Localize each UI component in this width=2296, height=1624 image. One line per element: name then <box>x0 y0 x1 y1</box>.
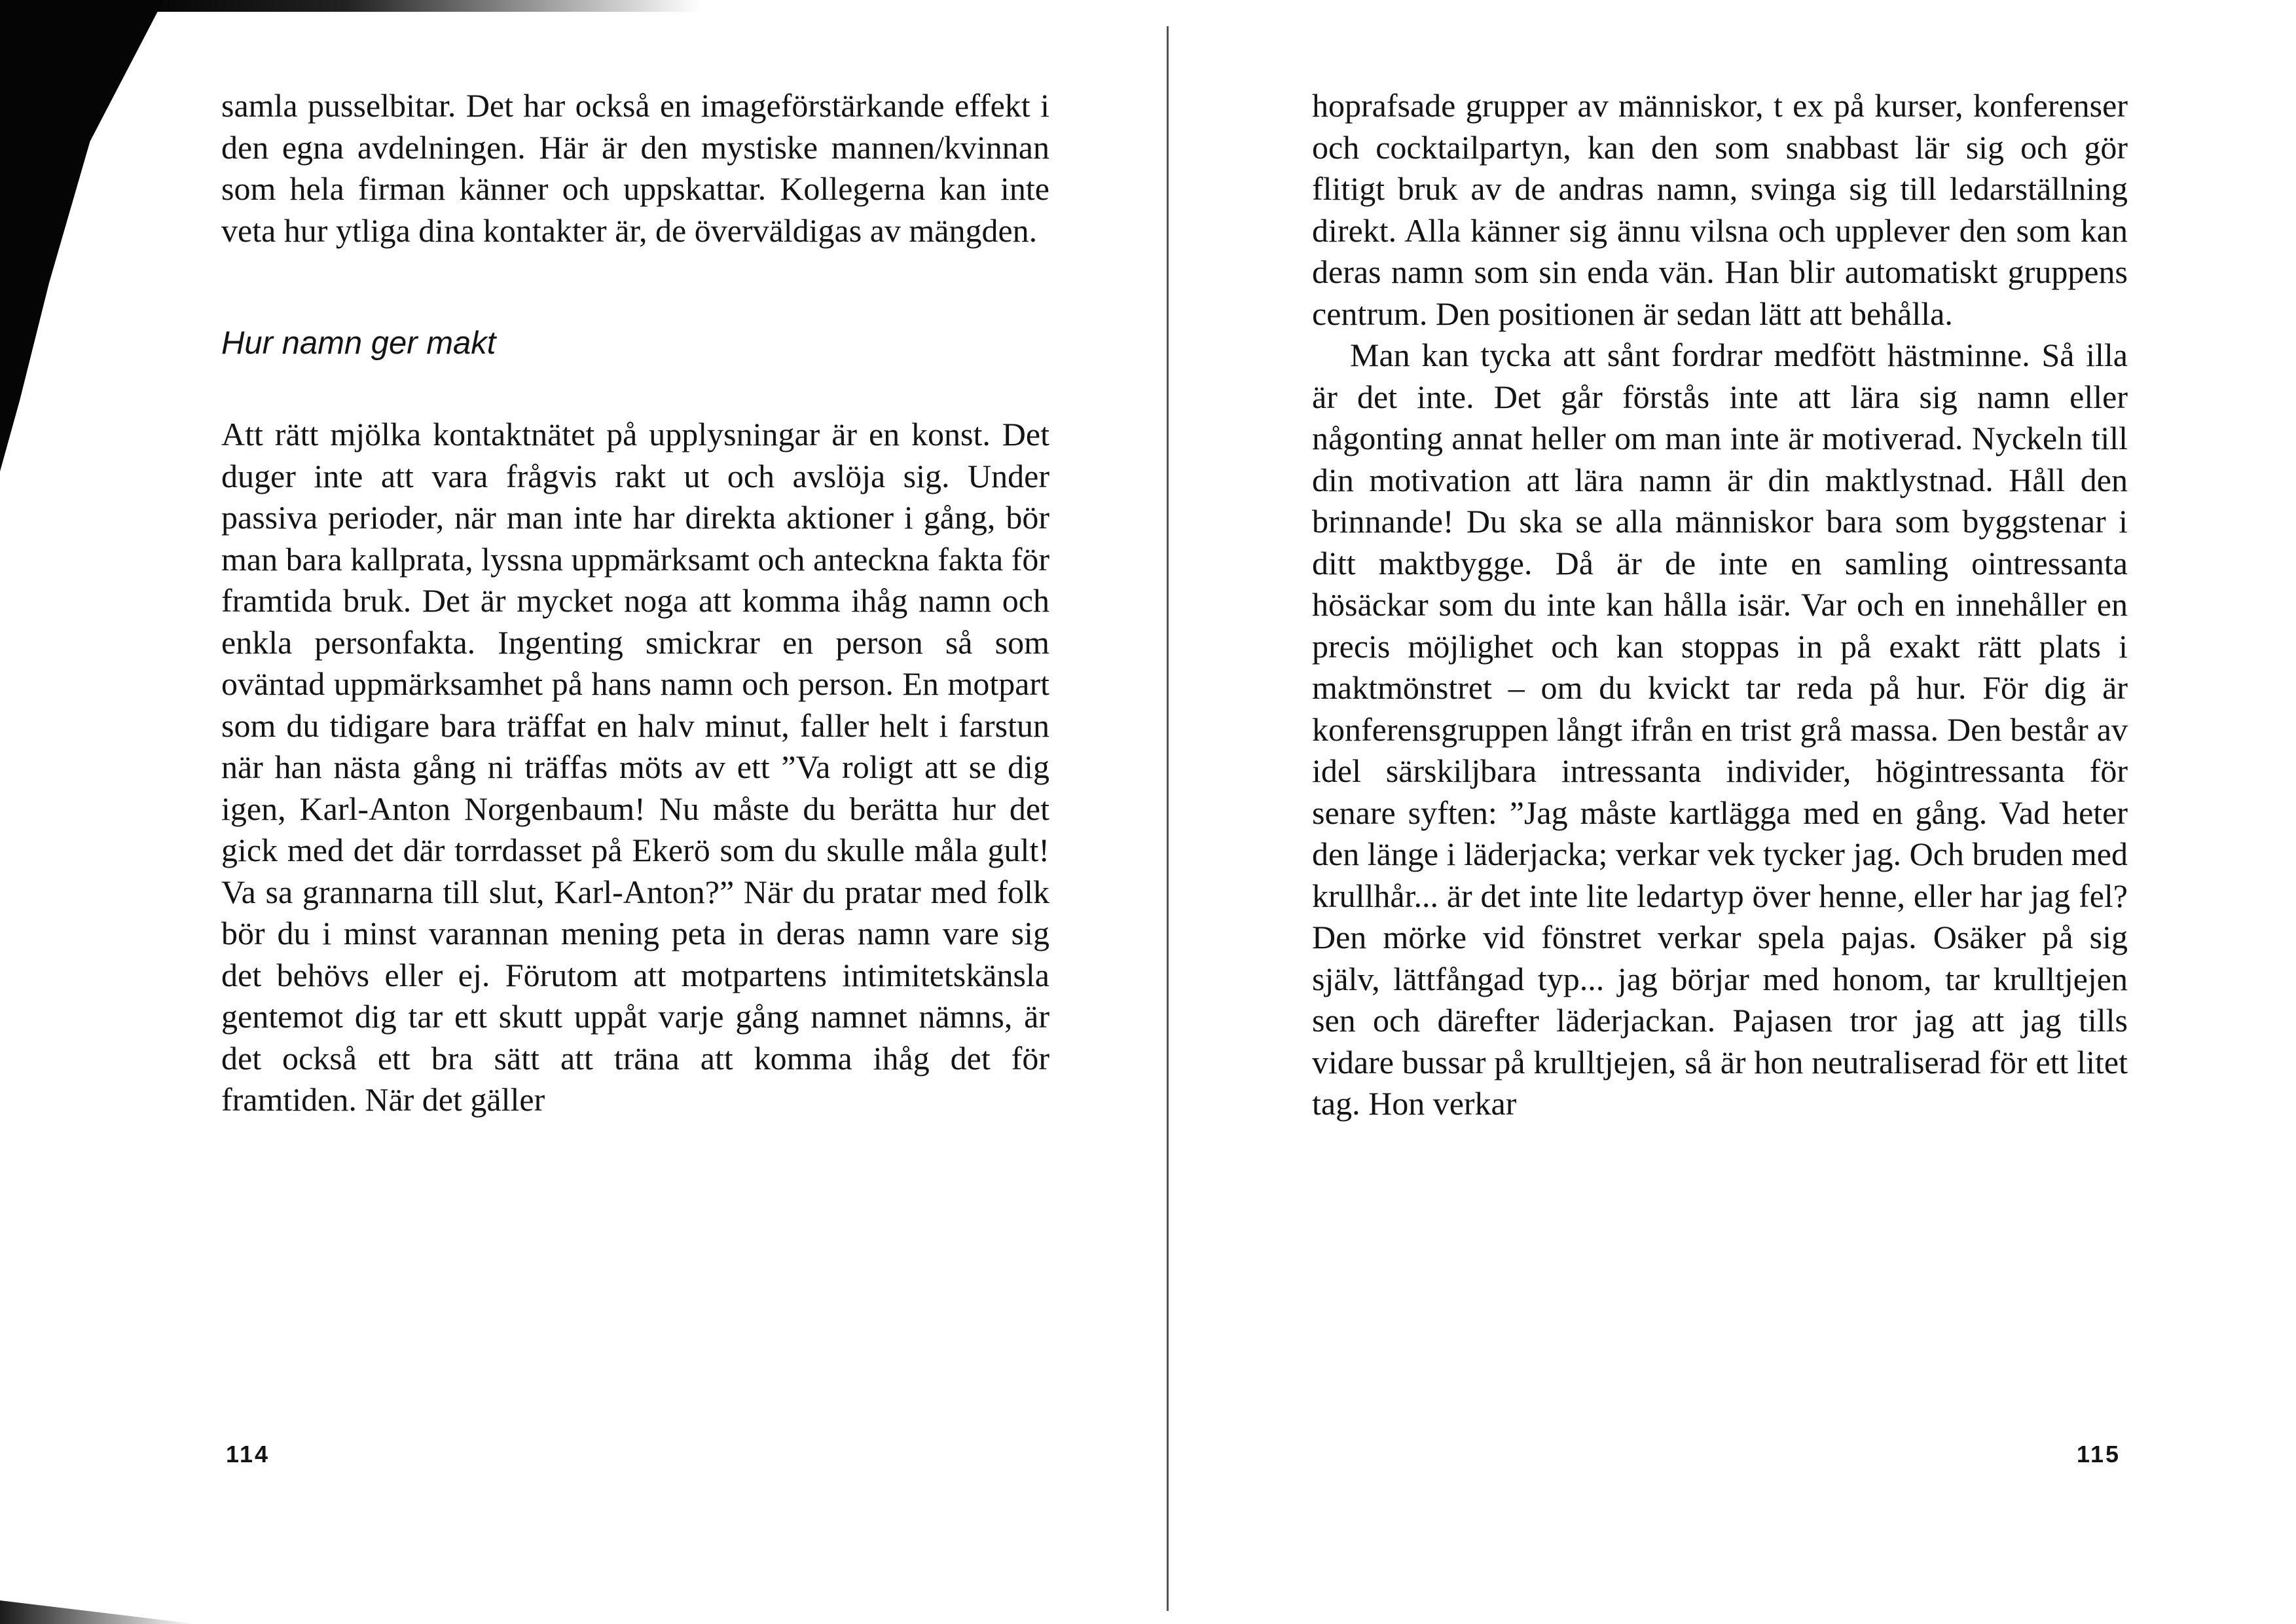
book-gutter <box>1167 26 1169 1611</box>
scan-shadow-left <box>0 0 164 471</box>
right-paragraph-1: hoprafsade grupper av människor, t ex på kurser, konferenser och cocktailpartyn, kan den som snabbast lär sig och gör flitigt bruk av de andras namn, svinga sig till ledarställning direkt. Alla känner sig ännu vilsna och upplever den som kan deras namn som sin enda vän. Han blir automatiskt gruppens centrum. Den positionen är sedan lätt att behålla. <box>1312 87 2128 332</box>
left-paragraph-top: samla pusselbitar. Det har också en imageförstärkande effekt i den egna avdelningen. Här är den mystiske mannen/kvinnan som hela firman känner och uppskattar. Kollegerna kan inte veta hur ytliga dina kontakter är, de överväldigas av mängden. <box>221 87 1049 249</box>
scan-shadow-bottom <box>0 1585 196 1624</box>
left-page <box>221 85 1049 1121</box>
scan-shadow-top <box>111 0 701 12</box>
page-number-right: 115 <box>2077 1441 2121 1467</box>
left-paragraph-main: Att rätt mjölka kontaktnätet på upplysningar är en konst. Det duger inte att vara frågvis rakt ut och avslöja sig. Under passiva perioder, när man inte har direkta aktioner i gång, bör man bara kallprata, lyssna uppmärksamt och anteckna fakta för framtida bruk. Det är mycket noga att komma ihåg namn och enkla personfakta. Ingenting smickrar en person så som oväntad uppmärksamhet på hans namn och person. En motpart som du tidigare bara träffat en halv minut, faller helt i farstun när han nästa gång ni träffas möts av ett ”Va roligt att se dig igen, Karl-Anton Norgenbaum! Nu måste du berätta hur det gick med det där torrdasset på Ekerö som du skulle måla gult! Va sa grannarna till slut, Karl-Anton?” När du pratar med folk bör du i minst varannan mening peta in deras namn vare sig det behövs eller ej. Förutom att motpartens intimitetskänsla gentemot dig tar ett skutt uppåt varje gång namnet nämns, är det också ett bra sätt att träna att komma ihåg det för framtiden. När det gäller <box>221 416 1049 1118</box>
right-page <box>1312 85 2128 1125</box>
right-paragraph-2: Man kan tycka att sånt fordrar medfött hästminne. Så illa är det inte. Det går förstås inte att lära sig namn eller någonting annat heller om man inte är motiverad. Nyckeln till din motivation att lära namn är din maktlystnad. Håll den brinnande! Du ska se alla människor bara som byggstenar i ditt maktbygge. Då är de inte en samling ointressanta hösäckar som du inte kan hålla isär. Var och en innehåller en precis möjlighet och kan stoppas in på exakt rätt plats i maktmönstret – om du kvickt tar reda på hur. För dig är konferensgruppen långt ifrån en trist grå massa. Den består av idel särskiljbara intressanta individer, högintressanta för senare syften: ”Jag måste kartlägga med en gång. Vad heter den länge i läderjacka; verkar vek tycker jag. Och bruden med krullhår... är det inte lite ledartyp över henne, eller har jag fel? Den mörke vid fönstret verkar spela pajas. Osäker på sig själv, lättfångad typ... jag börjar med honom, tar krulltjejen sen och därefter läderjackan. Pajasen tror jag att jag tills vidare bussar på krulltjejen, så är hon neutraliserad för ett litet tag. Hon verkar <box>1312 337 2128 1122</box>
page-number-left: 114 <box>226 1441 270 1467</box>
section-heading: Hur namn ger makt <box>221 325 496 361</box>
